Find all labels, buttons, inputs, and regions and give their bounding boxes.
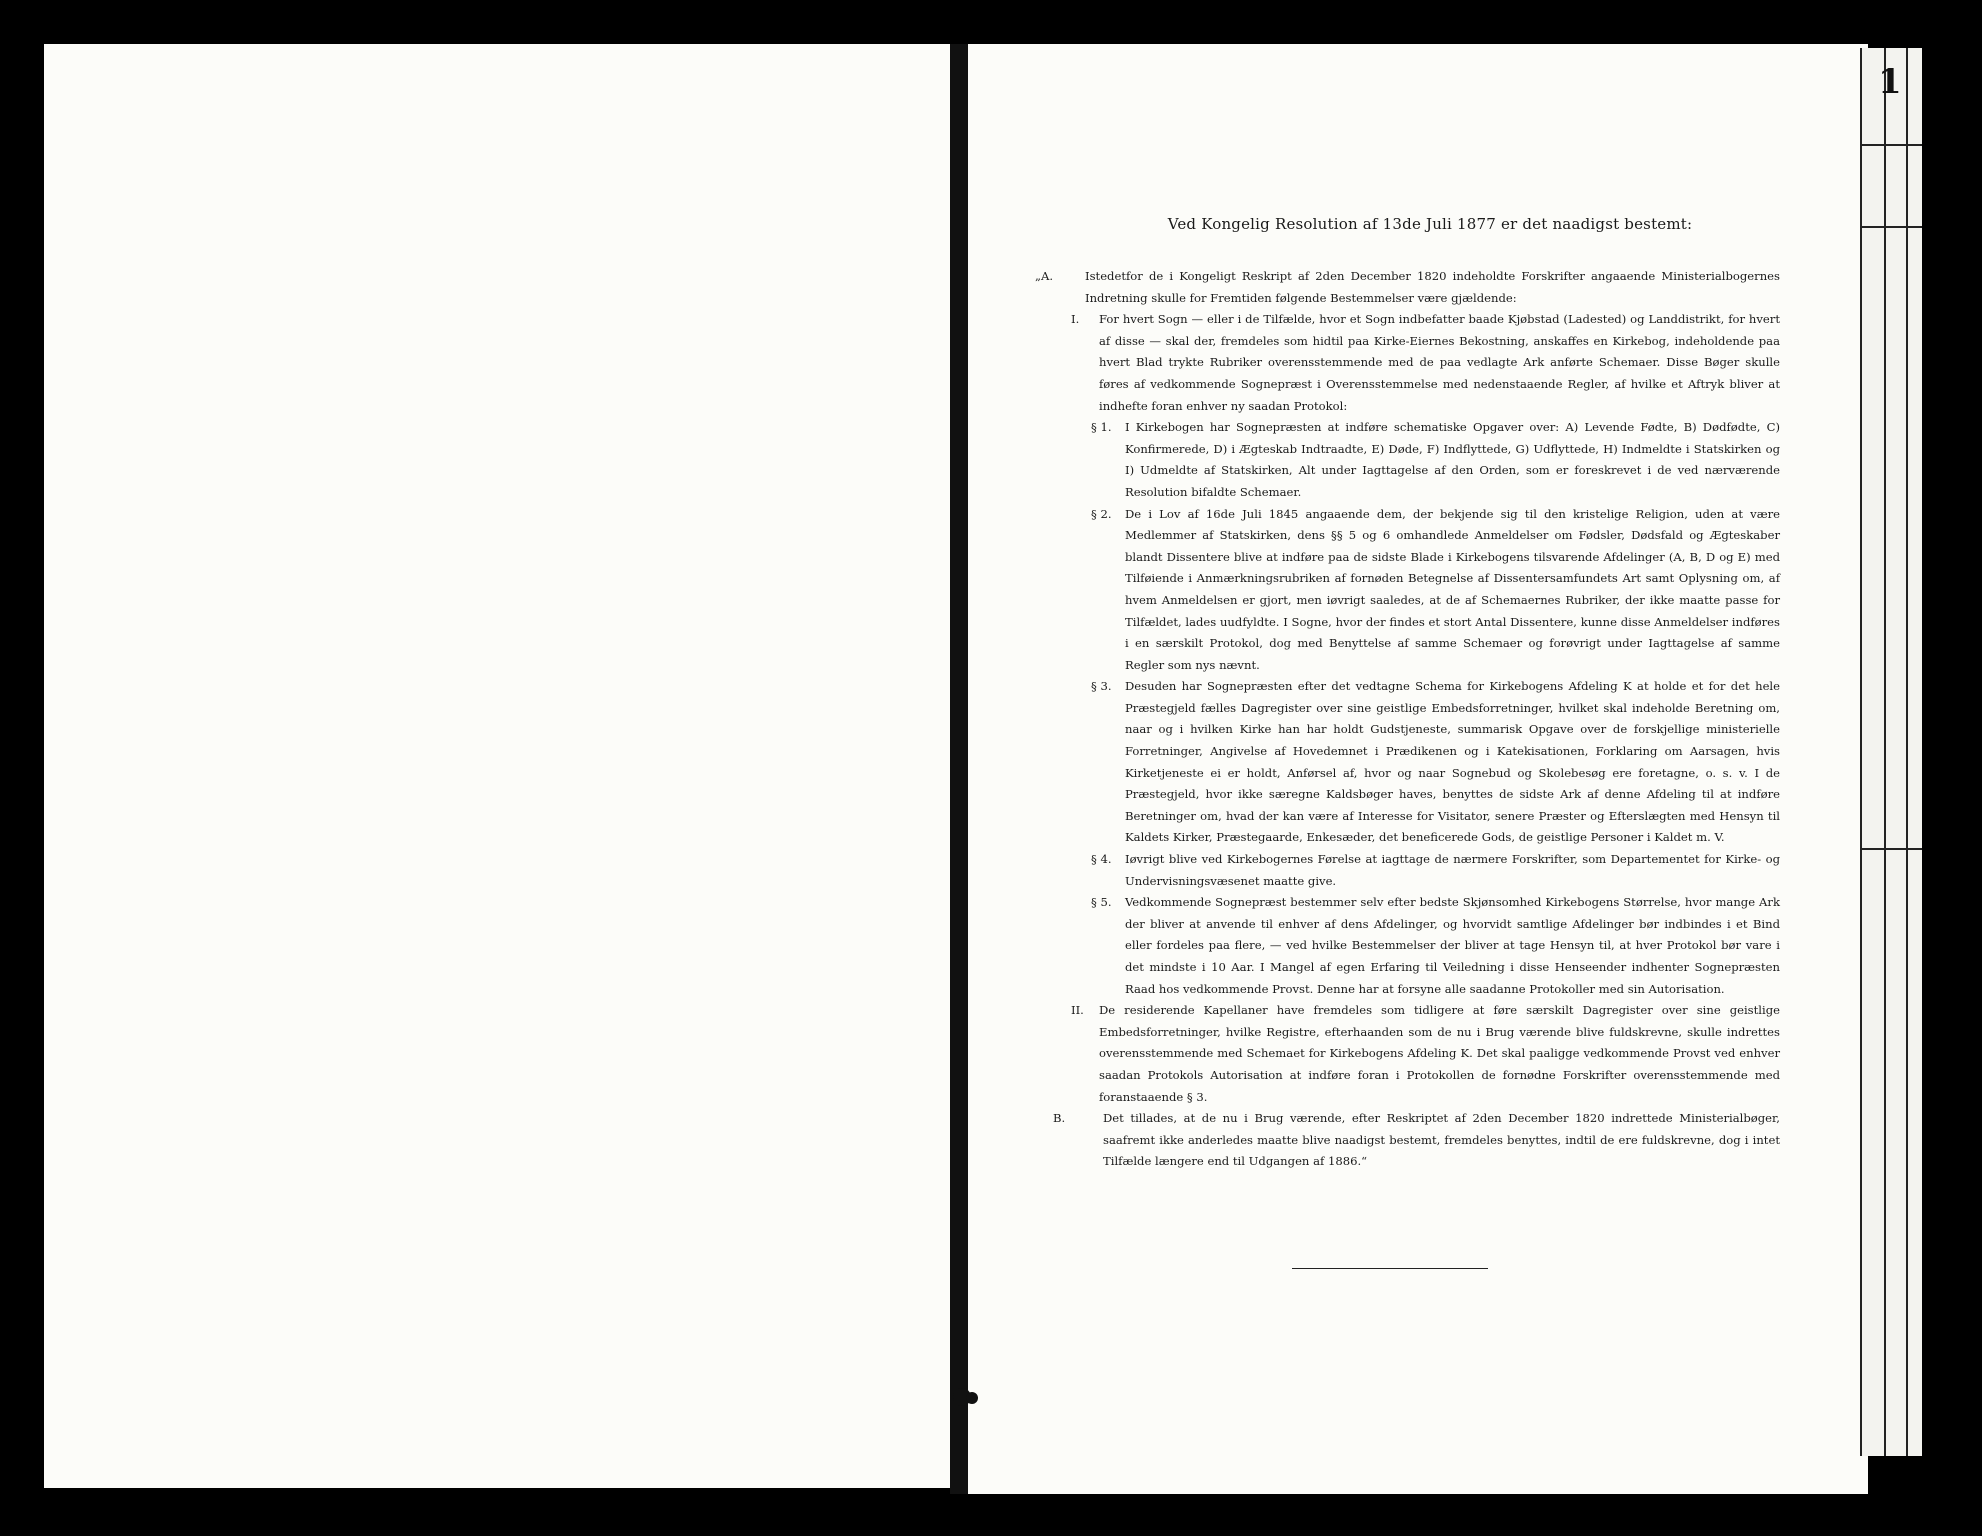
- section-b: [1035, 1108, 1780, 1173]
- paragraph-text: De i Lov af 16de Juli 1845 angaaende dem, der bekjende sig til den kristelige Religion, uden at være Medlemmer af Statskirken, dens §§ 5 og 6 omhandlede Anmeldelser om Fødsler, Dødsfald og Ægteskaber blandt Dissentere blive at indføre paa de sidste Blade i Kirkebogens tilsvarende Afdelinger (A, B, D og E) med Tilføiende i Anmærkningsrubriken af fornøden Betegnelse af Dissentersamfundets Art samt Oplysning om, af hvem Anmeldelsen er gjort, men iøvrigt saaledes, at de af Schemaernes Rubriker, der ikke maatte passe for Tilfældet, lades uudfyldte. I Sogne, hvor der findes et stort Antal Dissentere, kunne disse Anmeldelser indføres i en særskilt Protokol, dog med Benyttelse af samme Schemaer og forøvrigt under Iagttagelse af samme Regler som nys nævnt.: [1125, 506, 1780, 672]
- section-text: For hvert Sogn — eller i de Tilfælde, hvor et Sogn indbefatter baade Kjøbstad (Ladested) og Landdistrikt, for hvert af disse — skal der, fremdeles som hidtil paa Kirke-Eiernes Bekostning, anskaffes en Kirkebog, indeholdende paa hvert Blad trykte Rubriker overensstemmende med de paa vedlagte Ark anførte Schemaer. Disse Bøger skulle føres af vedkommende Sognepræst i Overensstemmelse med nedenstaaende Regler, af hvilke et Aftryk bliver at indhefte foran enhver ny saadan Protokol:: [1099, 312, 1780, 413]
- binding-hole: [966, 1392, 978, 1404]
- paragraph-mark: § 2.: [1091, 506, 1112, 521]
- section-ii: [1035, 1000, 1780, 1108]
- page-number: 1: [1878, 62, 1902, 102]
- section-text: De residerende Kapellaner have fremdeles som tidligere at føre særskilt Dagregister over sine geistlige Embedsforretninger, hvilke Registre, efterhaanden som de nu i Brug værende blive fuldskrevne, skulle indrettes overensstemmende med Schemaet for Kirkebogens Afdeling K. Det skal paaligge vedkommende Provst ved enhver saadan Protokols Autorisation at indføre foran i Protokollen de fornødne Forskrifter overensstemmende med foranstaaende § 3.: [1099, 1003, 1780, 1104]
- section-mark: B.: [1053, 1111, 1066, 1126]
- paragraph-2: [1035, 504, 1780, 677]
- paragraph-text: Vedkommende Sognepræst bestemmer selv efter bedste Skjønsomhed Kirkebogens Størrelse, hvor mange Ark der bliver at anvende til enhver af dens Afdelinger, og hvorvidt samtlige Afdelinger bør indbindes i et Bind eller fordeles paa flere, — ved hvilke Bestemmelser der bliver at tage Hensyn til, at hver Protokol bør vare i det mindste i 10 Aar. I Mangel af egen Erfaring til Veiledning i disse Henseender indhenter Sognepræsten Raad hos vedkommende Provst. Denne har at forsyne alle saadanne Protokoller med sin Autorisation.: [1125, 895, 1780, 996]
- section-mark: II.: [1071, 1003, 1084, 1018]
- paragraph-mark: § 4.: [1091, 852, 1112, 867]
- section-mark: „A.: [1035, 269, 1054, 283]
- paragraph-4: [1035, 849, 1780, 892]
- section-i: [1035, 309, 1780, 417]
- section-a: [1035, 266, 1780, 309]
- paragraph-5: [1035, 892, 1780, 1000]
- paragraph-text: Desuden har Sognepræsten efter det vedtagne Schema for Kirkebogens Afdeling K at holde et for det hele Præstegjeld fælles Dagregister over sine geistlige Embedsforretninger, hvilket skal indeholde Beretning om, naar og i hvilken Kirke han har holdt Gudstjeneste, summarisk Opgave over de forskjellige ministerielle Forretninger, Angivelse af Hovedemnet i Prædikenen og i Katekisationen, Forklaring om Aarsagen, hvis Kirketjeneste ei er holdt, Anførsel af, hvor og naar Sognebud og Skolebesøg ere foretagne, o. s. v. I de Præstegjeld, hvor ikke særegne Kaldsbøger haves, benyttes de sidste Ark af denne Afdeling til at indføre Beretninger om, hvad der kan være af Interesse for Visitator, senere Præster og Efterslægten med Hensyn til Kaldets Kirker, Præstegaarde, Enkesæder, det beneficerede Gods, de geistlige Personer i Kaldet m. V.: [1125, 679, 1780, 845]
- paragraph-text: Iøvrigt blive ved Kirkebogernes Førelse at iagttage de nærmere Forskrifter, som Departementet for Kirke- og Undervisningsvæsenet maatte give.: [1125, 852, 1780, 888]
- resolution-heading: Ved Kongelig Resolution af 13de Juli 1877 er det naadigst bestemt:: [1167, 215, 1693, 233]
- next-page-edge: [1860, 48, 1922, 1456]
- resolution-text: [1035, 266, 1780, 1173]
- paragraph-text: I Kirkebogen har Sognepræsten at indføre schematiske Opgaver over: A) Levende Fødte, B) Dødfødte, C) Konfirmerede, D) i Ægteskab Indtraadte, E) Døde, F) Indflyttede, G) Udflyttede, H) Indmeldte i Statskirken og I) Udmeldte af Statskirken, Alt under Iagttagelse af den Orden, som er foreskrevet i de ved nærværende Resolution bifaldte Schemaer.: [1125, 420, 1780, 499]
- section-text: Det tillades, at de nu i Brug værende, efter Reskriptet af 2den December 1820 indrettede Ministerialbøger, saafremt ikke anderledes maatte blive naadigst bestemt, fremdeles benyttes, indtil de ere fuldskrevne, dog i intet Tilfælde længere end til Udgangen af 1886.“: [1103, 1111, 1780, 1169]
- book-gutter: [950, 44, 968, 1494]
- closing-rule: [1292, 1268, 1488, 1269]
- paragraph-3: [1035, 676, 1780, 849]
- paragraph-1: [1035, 417, 1780, 503]
- paragraph-mark: § 5.: [1091, 895, 1112, 910]
- left-blank-page: [44, 44, 950, 1488]
- section-mark: I.: [1071, 312, 1080, 327]
- paragraph-mark: § 3.: [1091, 679, 1112, 694]
- section-text: Istedetfor de i Kongeligt Reskript af 2den December 1820 indeholdte Forskrifter angaaende Ministerialbogernes Indretning skulle for Fremtiden følgende Bestemmelser være gjældende:: [1085, 269, 1780, 305]
- paragraph-mark: § 1.: [1091, 420, 1112, 435]
